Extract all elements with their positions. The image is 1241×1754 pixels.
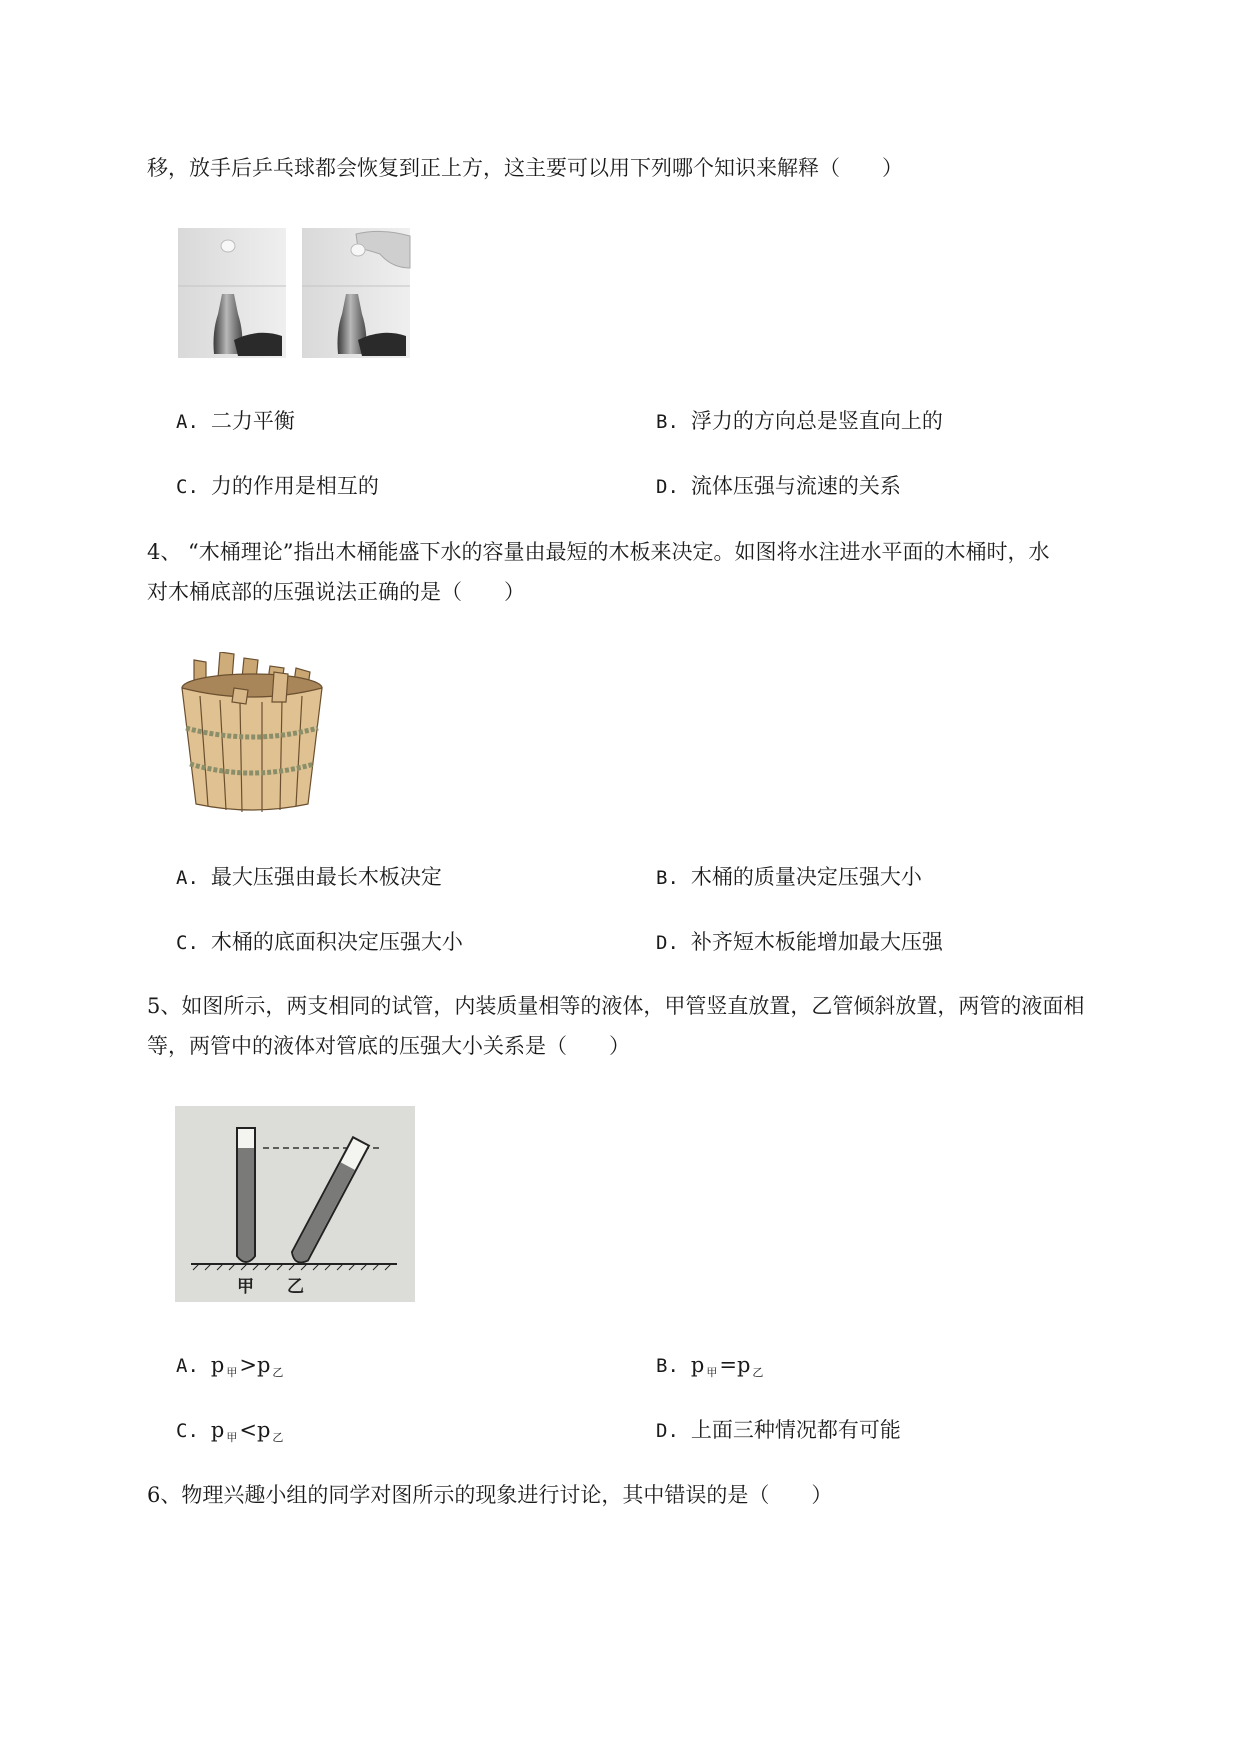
- q4-option-a[interactable]: A. 最大压强由最长木板决定: [176, 865, 442, 889]
- photo-ball-floating: [178, 228, 286, 358]
- q4-option-b[interactable]: B. 木桶的质量决定压强大小: [656, 865, 922, 889]
- q4-option-d[interactable]: D. 补齐短木板能增加最大压强: [656, 930, 943, 954]
- q3-hairdryer-figure: [178, 228, 418, 360]
- q5-line-2: 等，两管中的液体对管底的压强大小关系是（ ）: [147, 1034, 630, 1058]
- q5-option-a[interactable]: A. p $_甲$>p $_乙$: [176, 1353, 284, 1379]
- photo-ball-hand: [302, 228, 410, 358]
- q4-line-2: 对木桶底部的压强说法正确的是（ ）: [147, 580, 525, 604]
- q6-line-1: 6、物理兴趣小组的同学对图所示的现象进行讨论，其中错误的是（ ）: [147, 1483, 833, 1507]
- q3-option-b[interactable]: B. 浮力的方向总是竖直向上的: [656, 409, 943, 433]
- q5-option-b[interactable]: B. p $_甲$=p $_乙$: [656, 1353, 764, 1379]
- q5-test-tubes-figure: [175, 1106, 415, 1302]
- q5-option-c[interactable]: C. p $_甲$<p $_乙$: [176, 1418, 284, 1444]
- label-jia: 甲: [237, 1277, 254, 1297]
- label-yi: 乙: [287, 1277, 304, 1297]
- q4-option-c[interactable]: C. 木桶的底面积决定压强大小: [176, 930, 463, 954]
- q3-option-d[interactable]: D. 流体压强与流速的关系: [656, 474, 901, 498]
- tube-jia: [237, 1128, 255, 1262]
- q4-wooden-bucket-figure: [176, 652, 336, 812]
- q3-option-c[interactable]: C. 力的作用是相互的: [176, 474, 379, 498]
- q5-line-1: 5、如图所示，两支相同的试管，内装质量相等的液体，甲管竖直放置，乙管倾斜放置，两管的液面相: [147, 994, 1085, 1018]
- q5-option-d[interactable]: D. 上面三种情况都有可能: [656, 1418, 901, 1442]
- q3-line-1: 移，放手后乒乓球都会恢复到正上方，这主要可以用下列哪个知识来解释（ ）: [147, 156, 903, 180]
- q4-line-1: 4、 “木桶理论”指出木桶能盛下水的容量由最短的木板来决定。如图将水注进水平面的木桶时，水: [147, 540, 1050, 564]
- q3-option-a[interactable]: A. 二力平衡: [176, 409, 295, 433]
